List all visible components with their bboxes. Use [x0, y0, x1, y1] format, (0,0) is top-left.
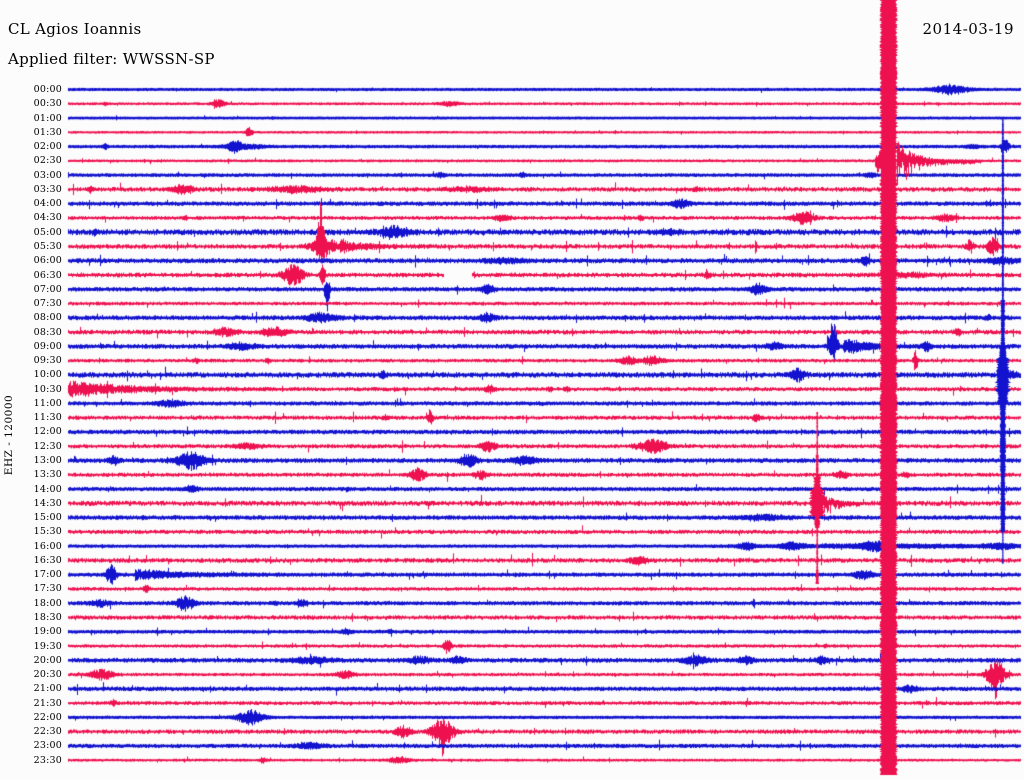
row-time-label: 17:30 — [33, 583, 62, 595]
row-time-label: 18:00 — [33, 597, 62, 609]
row-time-label: 23:30 — [33, 754, 62, 766]
row-time-label: 09:00 — [33, 340, 62, 352]
row-time-label: 20:00 — [33, 654, 62, 666]
row-time-label: 14:00 — [33, 483, 62, 495]
row-time-label: 08:00 — [33, 312, 62, 324]
channel-scale-label: EHZ - 120000 — [3, 394, 15, 476]
row-time-label: 06:30 — [33, 269, 62, 281]
row-time-label: 02:00 — [33, 141, 62, 153]
row-time-label: 03:00 — [33, 169, 62, 181]
row-time-label: 13:00 — [33, 455, 62, 467]
row-time-label: 00:30 — [33, 98, 62, 110]
row-time-label: 16:00 — [33, 540, 62, 552]
row-time-label: 02:30 — [33, 155, 62, 167]
row-time-label: 15:30 — [33, 526, 62, 538]
row-time-label: 11:00 — [33, 397, 62, 409]
row-time-label: 18:30 — [33, 611, 62, 623]
row-time-label: 06:00 — [33, 255, 62, 267]
row-time-label: 16:30 — [33, 554, 62, 566]
row-time-label: 01:00 — [33, 112, 62, 124]
row-time-label: 23:00 — [33, 740, 62, 752]
row-time-label: 21:00 — [33, 683, 62, 695]
row-time-label: 10:30 — [33, 383, 62, 395]
row-time-label: 20:30 — [33, 669, 62, 681]
time-label-column — [0, 0, 64, 780]
row-time-label: 21:30 — [33, 697, 62, 709]
row-time-label: 04:30 — [33, 212, 62, 224]
row-time-label: 19:00 — [33, 626, 62, 638]
date-label: 2014-03-19 — [922, 20, 1014, 38]
row-time-label: 05:30 — [33, 240, 62, 252]
row-time-label: 11:30 — [33, 412, 62, 424]
row-time-label: 03:30 — [33, 183, 62, 195]
station-title: CL Agios Ioannis — [8, 20, 142, 38]
row-time-label: 12:00 — [33, 426, 62, 438]
row-time-label: 07:00 — [33, 283, 62, 295]
row-time-label: 13:30 — [33, 469, 62, 481]
row-time-label: 17:00 — [33, 569, 62, 581]
row-time-label: 22:00 — [33, 711, 62, 723]
row-time-label: 22:30 — [33, 726, 62, 738]
row-time-label: 19:30 — [33, 640, 62, 652]
row-time-label: 08:30 — [33, 326, 62, 338]
row-time-label: 10:00 — [33, 369, 62, 381]
row-time-label: 05:00 — [33, 226, 62, 238]
row-time-label: 07:30 — [33, 298, 62, 310]
row-time-label: 12:30 — [33, 440, 62, 452]
filter-label: Applied filter: WWSSN-SP — [8, 50, 215, 68]
row-time-label: 09:30 — [33, 355, 62, 367]
row-time-label: 14:30 — [33, 497, 62, 509]
row-time-label: 15:00 — [33, 512, 62, 524]
row-time-label: 04:00 — [33, 198, 62, 210]
row-time-label: 01:30 — [33, 126, 62, 138]
row-time-label: 00:00 — [33, 84, 62, 95]
